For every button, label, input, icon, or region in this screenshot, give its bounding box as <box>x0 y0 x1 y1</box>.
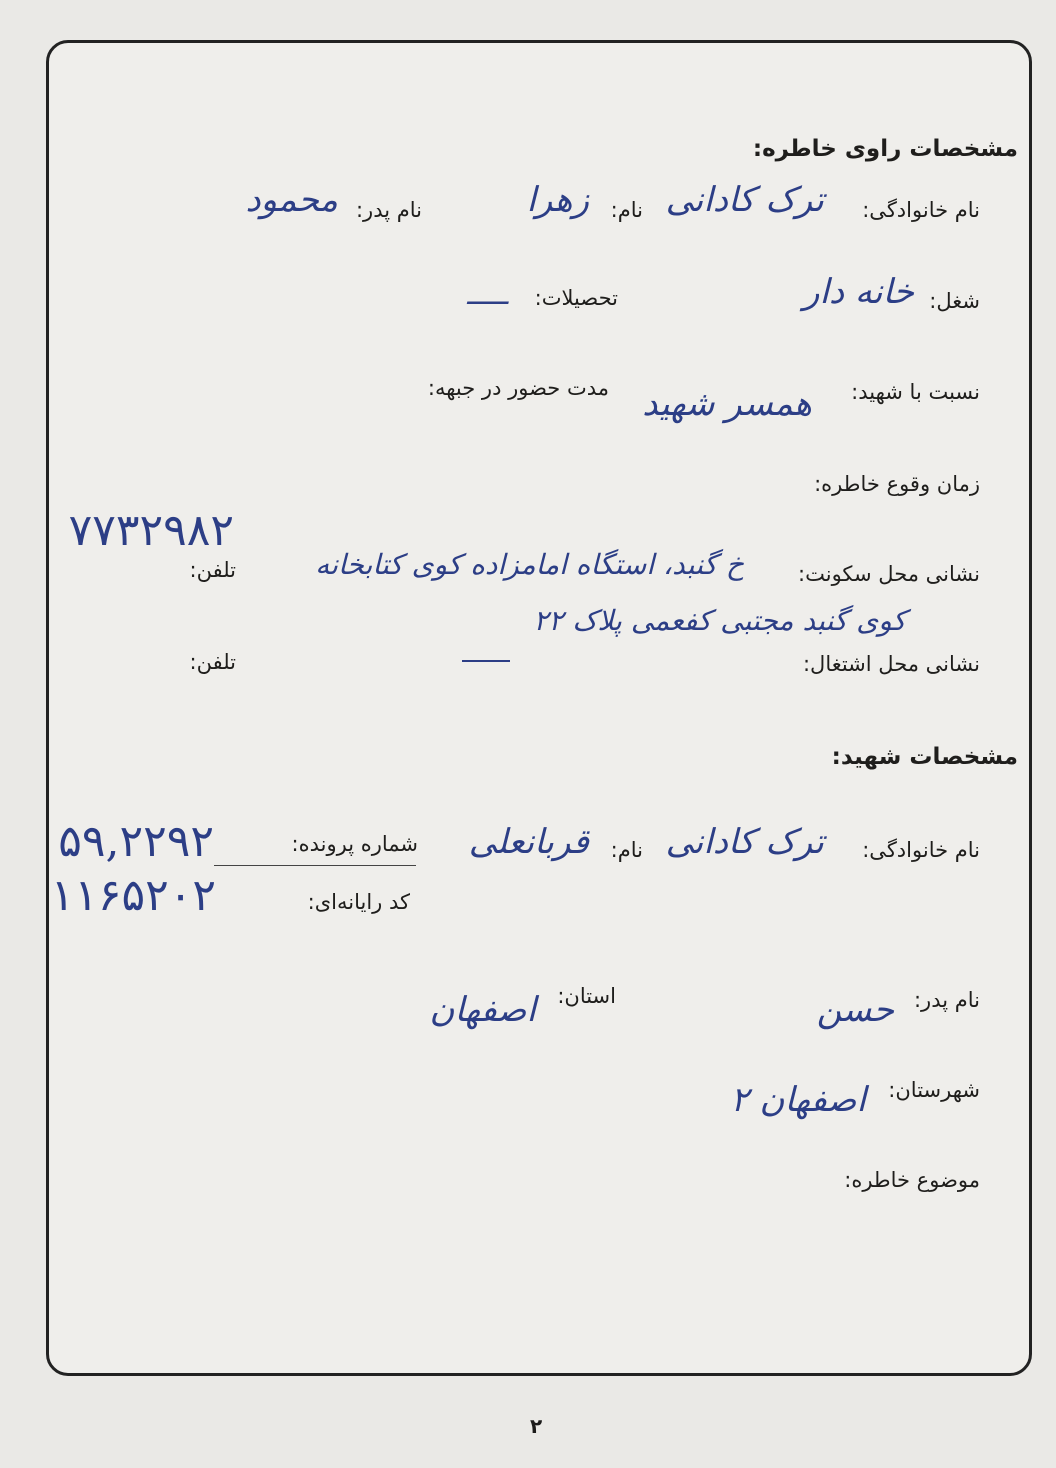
home-address-label: نشانی محل سکونت: <box>798 562 980 586</box>
narrator-heading: مشخصات راوی خاطره: <box>752 136 1018 162</box>
province-label: استان: <box>557 984 616 1008</box>
relation-label: نسبت با شهید: <box>851 380 980 404</box>
work-phone-label: تلفن: <box>189 650 236 674</box>
county-value: اصفهان ۲ <box>730 1080 866 1120</box>
front-duration-label: مدت حضور در جبهه: <box>427 376 609 400</box>
county-label: شهرستان: <box>888 1078 980 1102</box>
topic-label: موضوع خاطره: <box>844 1168 980 1192</box>
work-address-label: نشانی محل اشتغال: <box>802 652 980 676</box>
memory-time-label: زمان وقوع خاطره: <box>814 472 980 496</box>
martyr-heading: مشخصات شهید: <box>831 744 1018 770</box>
martyr-name-value: قربانعلی <box>468 822 589 862</box>
home-phone-label: تلفن: <box>189 558 236 582</box>
martyr-family-value: ترک کادانی <box>665 822 824 862</box>
education-value: ـــــ <box>466 278 508 311</box>
file-number-label: شماره پرونده: <box>291 832 418 856</box>
relation-value: همسر شهید <box>642 384 812 424</box>
martyr-father-value: حسن <box>816 990 894 1030</box>
home-phone-value: ۷۷۳۲۹۸۲ <box>68 505 234 556</box>
education-label: تحصیلات: <box>534 286 618 310</box>
narrator-family-value: ترک کادانی <box>665 180 824 220</box>
narrator-name-label: نام: <box>610 198 643 222</box>
computer-code-label: کد رایانه‌ای: <box>307 890 410 914</box>
file-number-value: ۵۹,۲۲۹۲ <box>58 816 214 867</box>
province-value: اصفهان <box>429 990 536 1030</box>
job-value: خانه دار <box>803 272 914 312</box>
home-address-value: خ گنبد، استگاه امامزاده کوی کتابخانه <box>315 548 744 581</box>
martyr-family-label: نام خانوادگی: <box>862 838 980 862</box>
computer-code-value: ۱۱۶۵۲۰۲ <box>50 870 216 921</box>
martyr-name-label: نام: <box>610 838 643 862</box>
page-number: ۲ <box>530 1414 543 1438</box>
narrator-father-value: محمود <box>245 180 338 220</box>
narrator-name-value: زهرا <box>526 180 589 220</box>
martyr-father-label: نام پدر: <box>913 988 980 1012</box>
address-line2: کوی گنبد مجتبی کفعمی پلاک ۲۲ <box>533 604 906 637</box>
narrator-family-label: نام خانوادگی: <box>862 198 980 222</box>
address-underline <box>462 660 510 662</box>
job-label: شغل: <box>929 289 980 313</box>
narrator-father-label: نام پدر: <box>355 198 422 222</box>
file-number-rule <box>214 865 416 866</box>
